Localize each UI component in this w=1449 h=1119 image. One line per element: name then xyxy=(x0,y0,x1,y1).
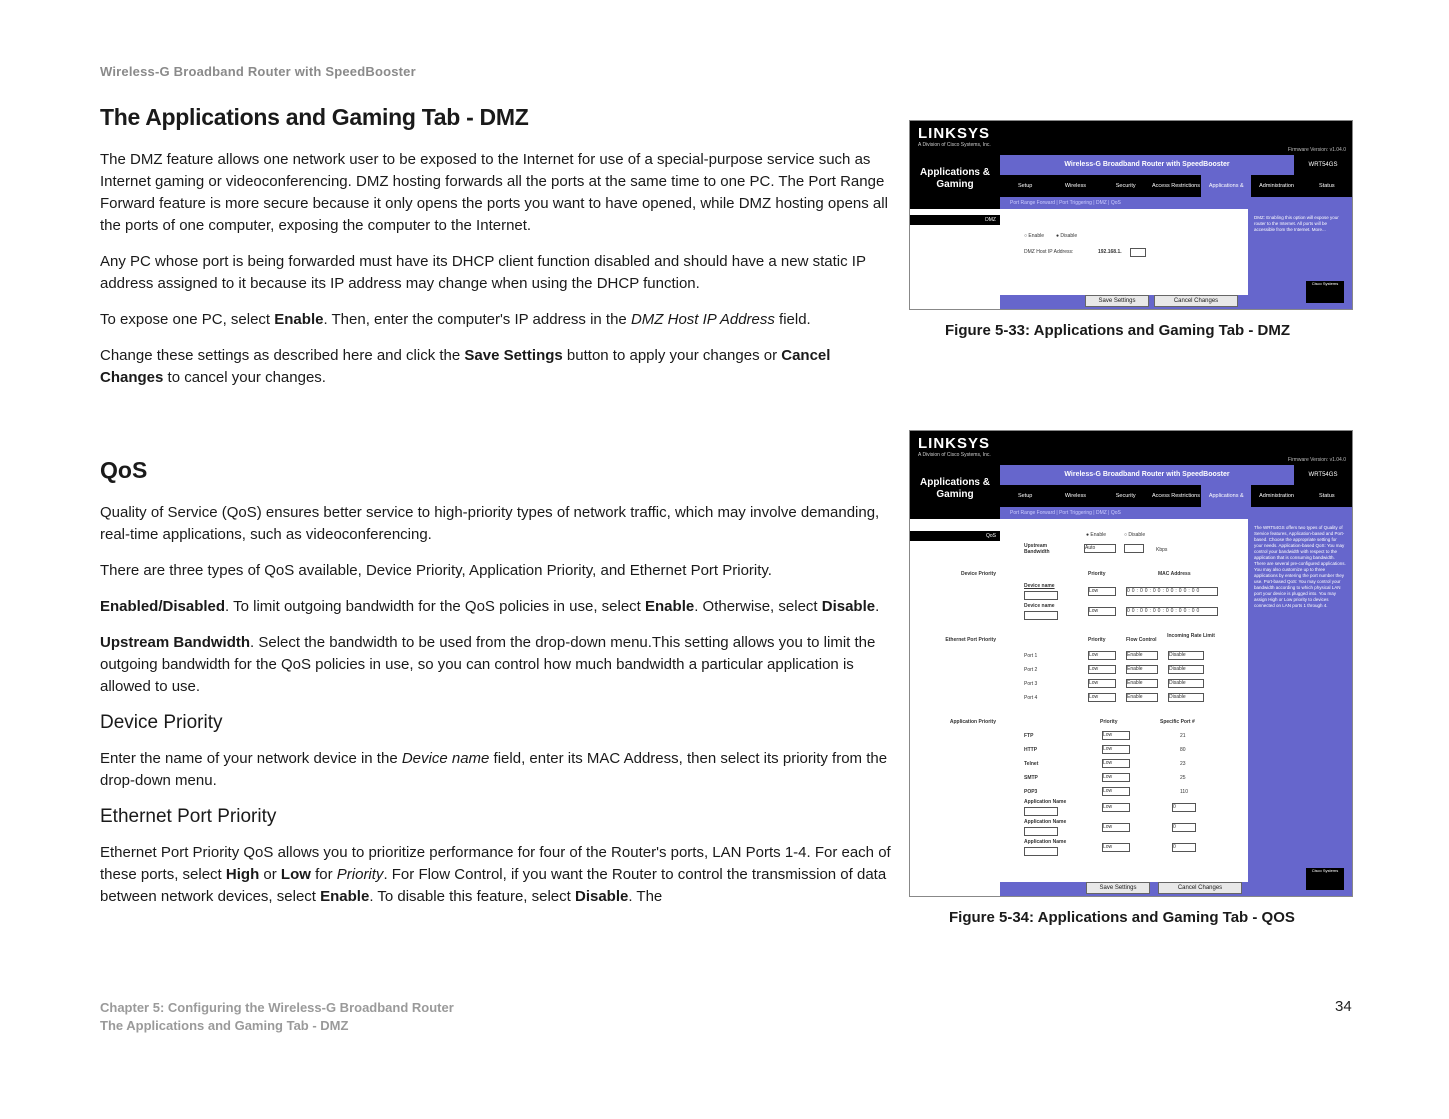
mac-address-input-2[interactable]: 00:00:00:00:00:00 xyxy=(1126,607,1218,616)
sub-tabs[interactable]: Port Range Forward | Port Triggering | DMZ | QoS xyxy=(1000,507,1352,519)
tab-administration[interactable]: Administration xyxy=(1259,493,1294,499)
cisco-logo: Cisco Systems xyxy=(1306,281,1344,303)
firmware-version: Firmware Version: v1.04.0 xyxy=(1287,457,1346,463)
qos-section-title: QoS xyxy=(100,457,148,483)
qos-enabled-disabled: Enabled/Disabled. To limit outgoing bandwidth for the QoS policies in use, select Enable. Otherwise, select Disable. xyxy=(100,598,880,615)
side-label-application-priority: Application Priority xyxy=(949,719,996,725)
port-4-rate-select[interactable]: Disable xyxy=(1168,693,1204,702)
device-priority-col-header: Priority xyxy=(1088,571,1106,577)
port-3-label: Port 3 xyxy=(1024,681,1038,687)
tab-setup[interactable]: Setup xyxy=(1017,493,1033,499)
tab-status[interactable]: Status xyxy=(1319,493,1335,499)
cancel-changes-button[interactable]: Cancel Changes xyxy=(1158,882,1242,894)
cancel-changes-button[interactable]: Cancel Changes xyxy=(1154,295,1238,307)
cisco-logo: Cisco Systems xyxy=(1306,868,1344,890)
mac-address-input-1[interactable]: 00:00:00:00:00:00 xyxy=(1126,587,1218,596)
app-smtp-port: 25 xyxy=(1180,775,1186,781)
qos-paragraph-2: There are three types of QoS available, Device Priority, Application Priority, and Ethernet Port Priority. xyxy=(100,562,772,579)
kbps-label: Kbps xyxy=(1156,547,1168,553)
eth-priority-col-header: Priority xyxy=(1088,637,1106,643)
port-1-flow-select[interactable]: Enable xyxy=(1126,651,1158,660)
sub-tabs[interactable]: Port Range Forward | Port Triggering | DMZ | QoS xyxy=(1000,197,1352,209)
tab-security[interactable]: Security xyxy=(1115,493,1136,499)
dmz-paragraph-1: The DMZ feature allows one network user to be exposed to the Internet for use of a special-purpose service such as Internet gaming or videoconferencing. DMZ hosting forwards all the ports at the same time to one PC. The Port Range Forward feature is more secure because it only opens the ports you want to have opened, while DMZ hosting opens all the ports of one computer, exposing the computer to the Internet. xyxy=(100,151,888,234)
app-name-input-3[interactable] xyxy=(1024,847,1058,856)
help-panel: The WRT54GS offers two types of Quality of Service features, Application-based and Port-based. Choose the appropriate setting for your needs. Application-based QoS: You may control your bandwidth with respect to the application that is consuming bandwidth. There are several pre-configured applications. You may also customize up to three applications by entering the port number they use. Port-based QoS: You may control your bandwidth according to which physical LAN port your device is plugged into. You may assign High or Low priority to devices connected on LAN ports 1 through 4. xyxy=(1248,519,1352,896)
side-column xyxy=(910,209,1000,309)
app-custom-select-3[interactable]: Low xyxy=(1102,843,1130,852)
linksys-logo: LINKSYS xyxy=(918,435,991,452)
firmware-version: Firmware Version: v1.04.0 xyxy=(1287,147,1346,153)
model-name: WRT54GS xyxy=(1294,465,1352,485)
app-custom-port-3[interactable]: 0 xyxy=(1172,843,1196,852)
tab-setup[interactable]: Setup xyxy=(1017,183,1033,189)
incoming-rate-col-header: Incoming Rate Limit xyxy=(1167,633,1215,639)
port-4-flow-select[interactable]: Enable xyxy=(1126,693,1158,702)
tab-security[interactable]: Security xyxy=(1115,183,1136,189)
side-label-device-priority: Device Priority xyxy=(960,571,996,577)
app-name-input-1[interactable] xyxy=(1024,807,1058,816)
tab-access-restrictions[interactable]: Access Restrictions xyxy=(1151,493,1200,499)
dmz-paragraph-2: Any PC whose port is being forwarded must have its DHCP client function disabled and should have a new static IP address assigned to it because its IP address may change when using the DHCP function. xyxy=(100,253,866,292)
device-name-input-1[interactable] xyxy=(1024,591,1058,600)
app-telnet-label: Telnet xyxy=(1024,761,1039,767)
app-name-label-1: Application Name xyxy=(1024,799,1067,805)
specific-port-col-header: Specific Port # xyxy=(1160,719,1195,725)
section-title: Applications & Gaming xyxy=(910,465,1000,519)
save-settings-button[interactable]: Save Settings xyxy=(1085,295,1149,307)
device-name-label-2: Device name xyxy=(1024,603,1055,609)
running-header: Wireless-G Broadband Router with SpeedBooster xyxy=(100,64,416,79)
app-pop3-port: 110 xyxy=(1180,789,1188,795)
app-name-label-3: Application Name xyxy=(1024,839,1067,845)
port-1-label: Port 1 xyxy=(1024,653,1038,659)
app-http-label: HTTP xyxy=(1024,747,1038,753)
device-priority-select-1[interactable]: Low xyxy=(1088,587,1116,596)
dmz-host-ip-input[interactable] xyxy=(1130,248,1146,257)
device-priority-select-2[interactable]: Low xyxy=(1088,607,1116,616)
port-2-rate-select[interactable]: Disable xyxy=(1168,665,1204,674)
device-priority-paragraph: Enter the name of your network device in the Device name field, enter its MAC Address, then select its priority from the drop-down menu. xyxy=(100,750,888,789)
mac-address-col-header: MAC Address xyxy=(1158,571,1191,577)
app-name-label-2: Application Name xyxy=(1024,819,1067,825)
figure-5-33-caption: Figure 5-33: Applications and Gaming Tab - DMZ xyxy=(945,322,1291,339)
figure-qos-screenshot xyxy=(909,430,1353,897)
tab-administration[interactable]: Administration xyxy=(1259,183,1294,189)
port-1-rate-select[interactable]: Disable xyxy=(1168,651,1204,660)
app-smtp-label: SMTP xyxy=(1024,775,1038,781)
product-title: Wireless-G Broadband Router with SpeedBooster xyxy=(1000,155,1294,175)
app-name-input-2[interactable] xyxy=(1024,827,1058,836)
dmz-paragraph-3: To expose one PC, select Enable. Then, enter the computer's IP address in the DMZ Host IP Address field. xyxy=(100,311,811,328)
footer-chapter: Chapter 5: Configuring the Wireless-G Broadband Router xyxy=(100,1000,454,1015)
tab-applications-gaming[interactable]: Applications & xyxy=(1201,175,1251,197)
port-3-flow-select[interactable]: Enable xyxy=(1126,679,1158,688)
model-name: WRT54GS xyxy=(1294,155,1352,175)
device-name-label-1: Device name xyxy=(1024,583,1055,589)
app-ftp-select[interactable]: Low xyxy=(1102,731,1130,740)
app-custom-select-2[interactable]: Low xyxy=(1102,823,1130,832)
tab-applications-gaming[interactable]: Applications & xyxy=(1201,485,1251,507)
figure-dmz-screenshot xyxy=(909,120,1353,310)
dmz-host-ip-prefix: 192.168.1. xyxy=(1098,249,1122,255)
app-http-port: 80 xyxy=(1180,747,1186,753)
figure-5-34-caption: Figure 5-34: Applications and Gaming Tab - QOS xyxy=(949,909,1295,926)
app-telnet-port: 23 xyxy=(1180,761,1186,767)
app-ftp-label: FTP xyxy=(1024,733,1034,739)
device-priority-heading: Device Priority xyxy=(100,712,223,733)
product-title: Wireless-G Broadband Router with SpeedBooster xyxy=(1000,465,1294,485)
upstream-bandwidth-label: Upstream Bandwidth xyxy=(1024,543,1050,555)
qos-paragraph-1: Quality of Service (QoS) ensures better service to high-priority types of network traffic, which may involve demanding, real-time applications, such as videoconferencing. xyxy=(100,504,880,543)
logo-subtitle: A Division of Cisco Systems, Inc. xyxy=(918,142,991,148)
main-text-column xyxy=(100,104,895,922)
port-4-priority-select[interactable]: Low xyxy=(1088,693,1116,702)
main-tabs xyxy=(1000,485,1352,507)
flow-control-col-header: Flow Control xyxy=(1126,637,1157,643)
port-3-priority-select[interactable]: Low xyxy=(1088,679,1116,688)
enable-radio[interactable]: ○ Enable xyxy=(1024,233,1044,239)
app-pop3-select[interactable]: Low xyxy=(1102,787,1130,796)
tab-access-restrictions[interactable]: Access Restrictions xyxy=(1151,183,1200,189)
side-label-qos: QoS xyxy=(910,531,1000,541)
page-footer xyxy=(100,999,454,1035)
tab-status[interactable]: Status xyxy=(1319,183,1335,189)
page-number: 34 xyxy=(1335,998,1352,1015)
help-panel: DMZ: Enabling this option will expose your router to the Internet. All ports will be accessible from the Internet. More... xyxy=(1248,209,1352,309)
app-http-select[interactable]: Low xyxy=(1102,745,1130,754)
app-ftp-port: 21 xyxy=(1180,733,1186,739)
port-3-rate-select[interactable]: Disable xyxy=(1168,679,1204,688)
app-custom-port-1[interactable]: 0 xyxy=(1172,803,1196,812)
tab-wireless[interactable]: Wireless xyxy=(1064,493,1086,499)
qos-disable-radio[interactable]: ○ Disable xyxy=(1124,532,1146,538)
dmz-paragraph-4: Change these settings as described here and click the Save Settings button to apply your changes or Cancel Changes to cancel your changes. xyxy=(100,347,831,386)
port-2-flow-select[interactable]: Enable xyxy=(1126,665,1158,674)
device-name-input-2[interactable] xyxy=(1024,611,1058,620)
main-tabs xyxy=(1000,175,1352,197)
qos-upstream-bandwidth: Upstream Bandwidth. Select the bandwidth to be used from the drop-down menu.This setting allows you to limit the outgoing bandwidth for the QoS policies in use, so you can control how much bandwidth a particular application is allowed to use. xyxy=(100,634,876,695)
dmz-section-title: The Applications and Gaming Tab - DMZ xyxy=(100,104,529,130)
upstream-select[interactable]: Auto xyxy=(1084,544,1116,553)
app-priority-col-header: Priority xyxy=(1100,719,1118,725)
app-pop3-label: POP3 xyxy=(1024,789,1038,795)
ethernet-port-priority-paragraph: Ethernet Port Priority QoS allows you to prioritize performance for four of the Router's ports, LAN Ports 1-4. For each of these ports, select High or Low for Priority. For Flow Control, if you want the Router to control the transmission of data between network devices, select Enable. To disable this feature, select Disable. The xyxy=(100,844,891,905)
ethernet-port-priority-heading: Ethernet Port Priority xyxy=(100,806,277,827)
dmz-host-ip-label: DMZ Host IP Address: xyxy=(1024,249,1074,255)
app-smtp-select[interactable]: Low xyxy=(1102,773,1130,782)
logo-subtitle: A Division of Cisco Systems, Inc. xyxy=(918,452,991,458)
side-column xyxy=(910,519,1000,896)
disable-radio[interactable]: ● Disable xyxy=(1056,233,1078,239)
port-4-label: Port 4 xyxy=(1024,695,1038,701)
side-label-ethernet-port-priority: Ethernet Port Priority xyxy=(945,637,996,643)
section-title: Applications & Gaming xyxy=(910,155,1000,209)
footer-section: The Applications and Gaming Tab - DMZ xyxy=(100,1018,349,1033)
port-2-label: Port 2 xyxy=(1024,667,1038,673)
save-settings-button[interactable]: Save Settings xyxy=(1086,882,1150,894)
qos-enable-radio[interactable]: ● Enable xyxy=(1086,532,1106,538)
port-1-priority-select[interactable]: Low xyxy=(1088,651,1116,660)
app-custom-select-1[interactable]: Low xyxy=(1102,803,1130,812)
tab-wireless[interactable]: Wireless xyxy=(1064,183,1086,189)
port-2-priority-select[interactable]: Low xyxy=(1088,665,1116,674)
linksys-logo: LINKSYS xyxy=(918,125,991,142)
side-label-dmz: DMZ xyxy=(910,215,1000,225)
app-custom-port-2[interactable]: 0 xyxy=(1172,823,1196,832)
upstream-kbps-input[interactable] xyxy=(1124,544,1144,553)
app-telnet-select[interactable]: Low xyxy=(1102,759,1130,768)
